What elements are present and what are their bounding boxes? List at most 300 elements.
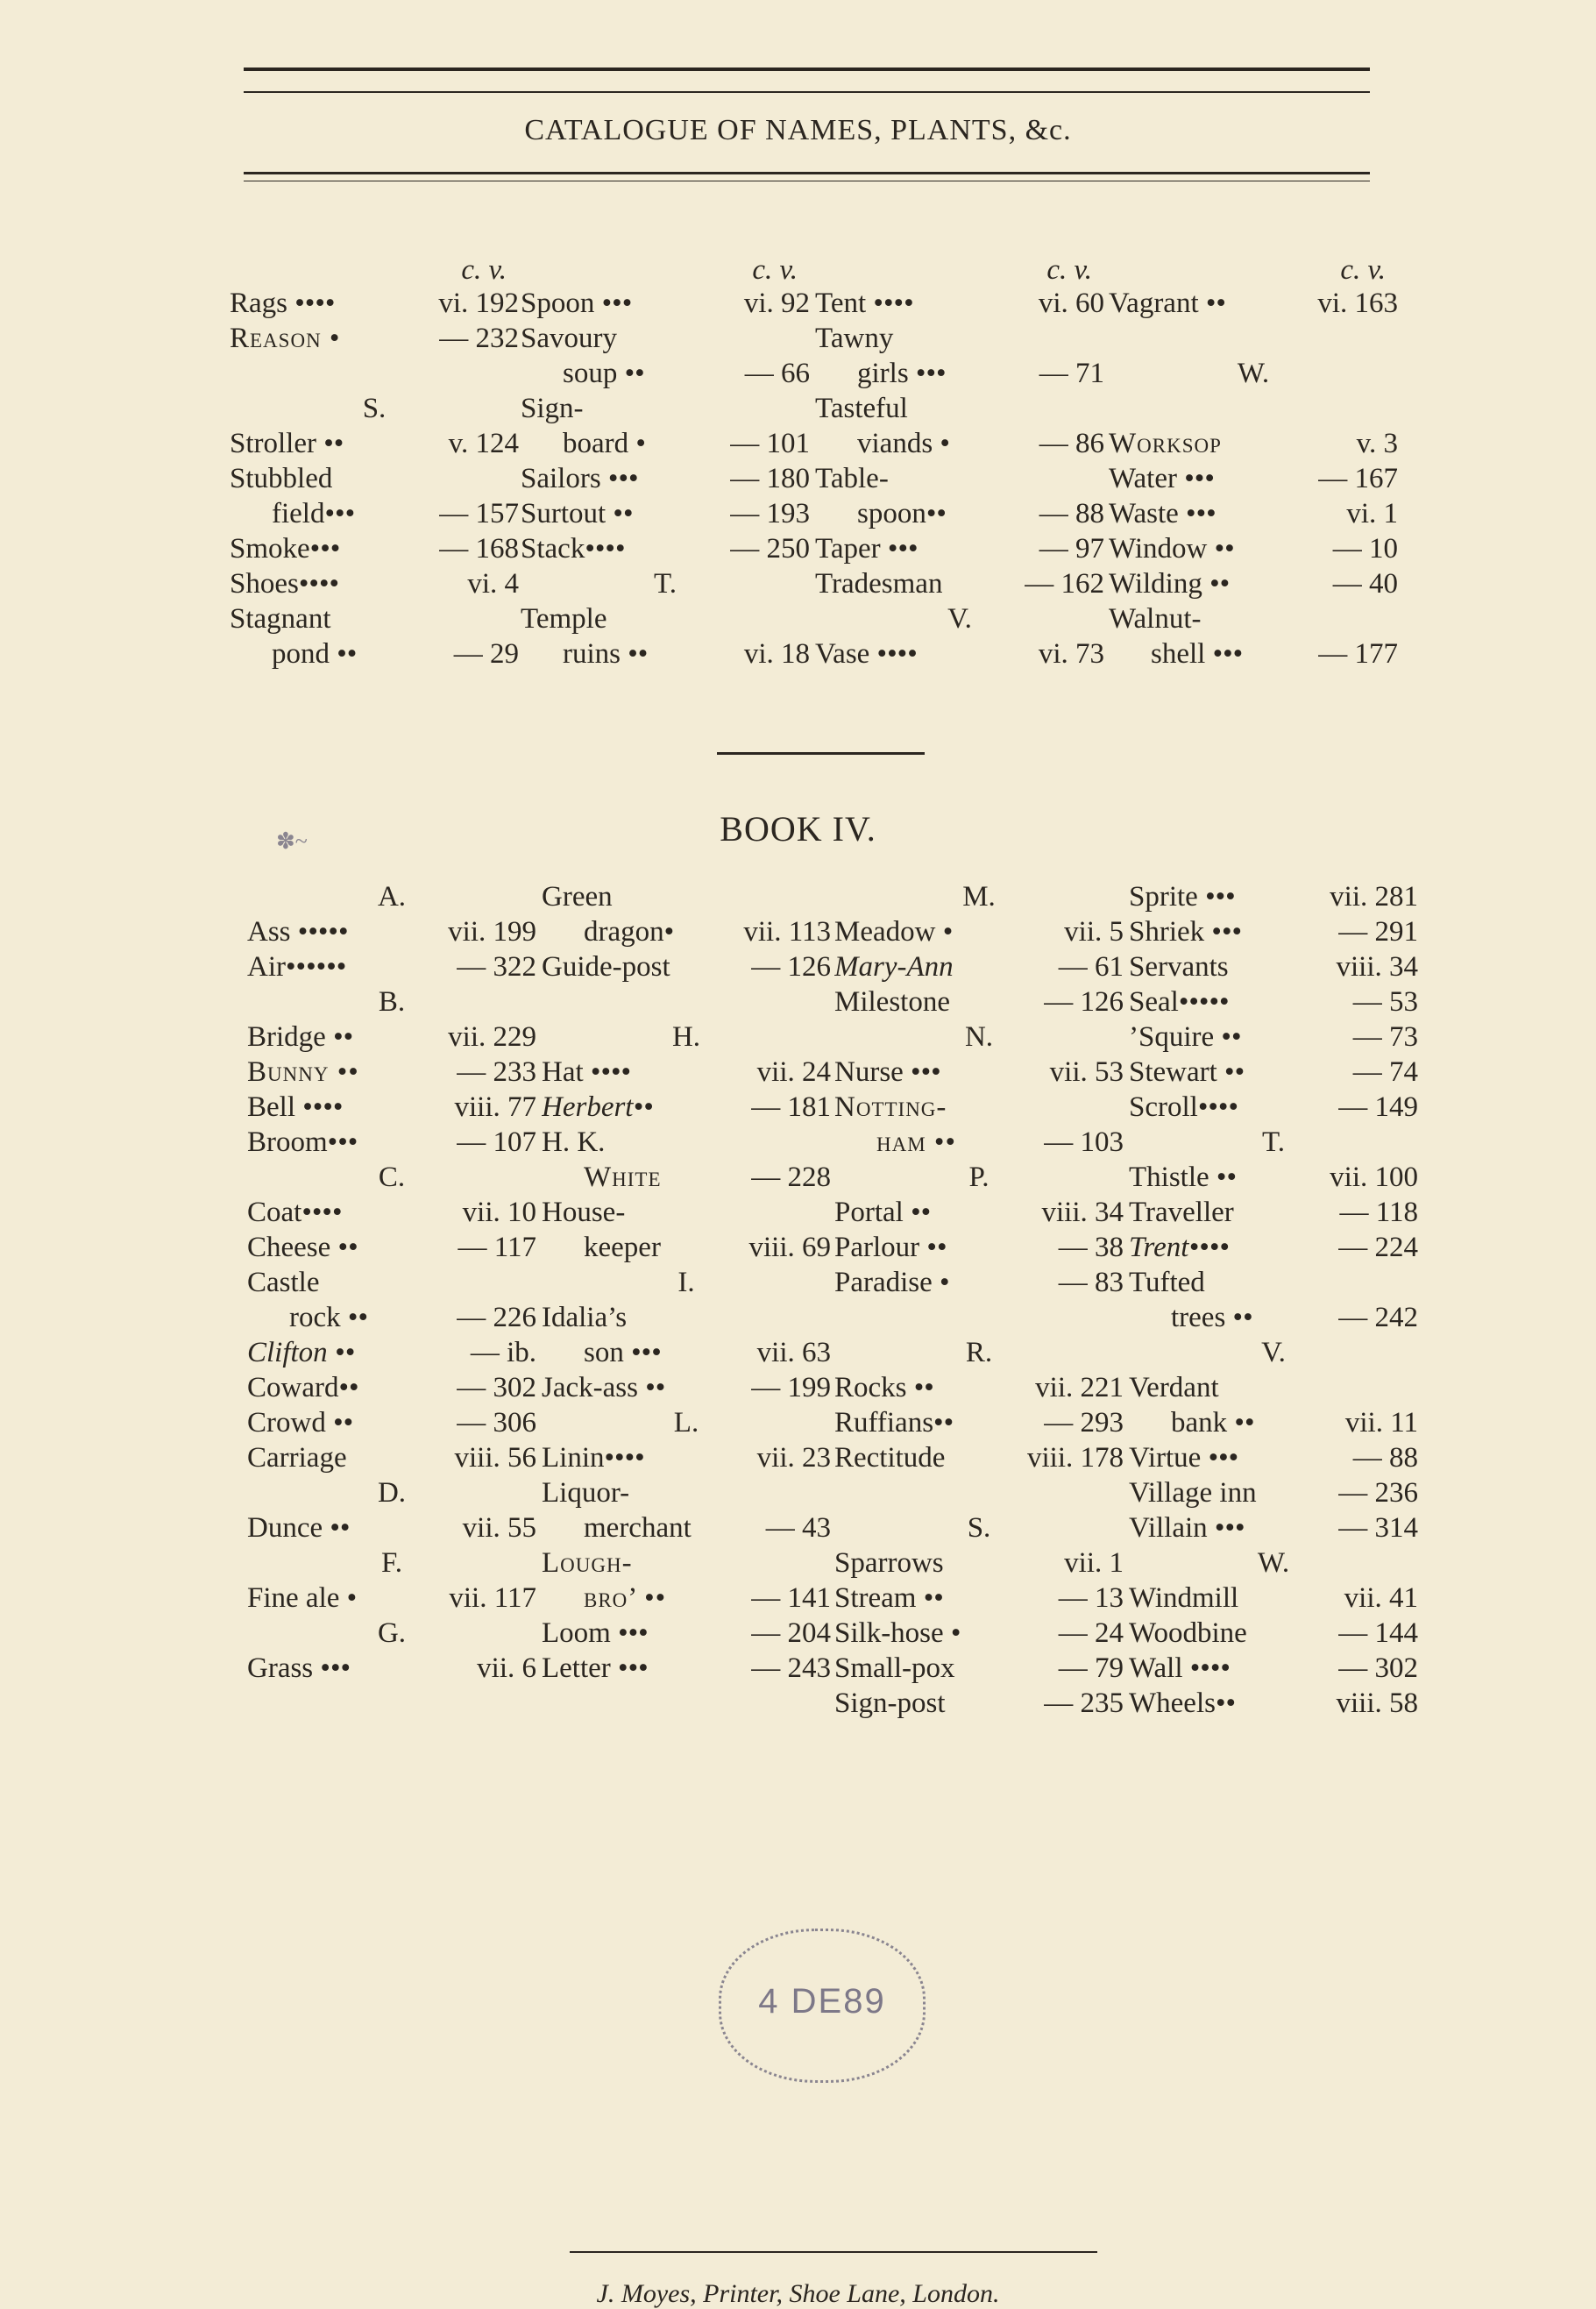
- entry-name: Milestone: [834, 986, 950, 1018]
- entry-name: Air••••••: [247, 951, 347, 983]
- entry-reference: — 24: [1058, 1617, 1124, 1649]
- entry-name: Nurse •••: [834, 1056, 941, 1088]
- entry-name: Tradesman: [815, 568, 943, 600]
- entry-reference: — 97: [1039, 533, 1104, 565]
- catalogue-entry: [1129, 984, 1418, 1020]
- entry-continuation: Castle: [247, 1267, 320, 1298]
- entry-name: ham ••: [876, 1126, 957, 1158]
- column-header: c. v.: [752, 254, 798, 286]
- entry-name: Stewart ••: [1129, 1056, 1245, 1088]
- entry-name: Windmill: [1129, 1582, 1239, 1614]
- entry-reference: — 13: [1058, 1582, 1124, 1614]
- catalogue-entry: [247, 1090, 536, 1125]
- section-letter: D.: [377, 1477, 407, 1509]
- entry-reference: vi. 192: [438, 288, 519, 319]
- entry-continuation: Sign-: [521, 393, 584, 424]
- entry-name: Bell ••••: [247, 1091, 344, 1123]
- book-title: BOOK IV.: [720, 809, 876, 849]
- entry-name: Clifton ••: [247, 1337, 356, 1368]
- catalogue-entry: [230, 286, 519, 321]
- section-letter: C.: [378, 1162, 406, 1193]
- catalogue-entry: [1129, 1440, 1418, 1475]
- entry-name: Herbert••: [542, 1091, 654, 1123]
- catalogue-entry: [815, 356, 1104, 391]
- entry-name: Broom•••: [247, 1126, 358, 1158]
- entry-name: Letter •••: [542, 1652, 649, 1684]
- entry-name: board •: [563, 428, 646, 459]
- entry-name: Jack-ass ••: [542, 1372, 666, 1403]
- entry-name: Parlour ••: [834, 1232, 947, 1263]
- entry-name: Portal ••: [834, 1197, 932, 1228]
- entry-reference: viii. 34: [1336, 951, 1418, 983]
- entry-name: trees ••: [1171, 1302, 1253, 1333]
- entry-reference: — 29: [453, 638, 519, 670]
- entry-reference: vii. 53: [1049, 1056, 1124, 1088]
- entry-name: Waste •••: [1109, 498, 1217, 529]
- book-column-3: [834, 879, 1124, 1721]
- entry-name: ’Squire ••: [1129, 1021, 1242, 1053]
- entry-name: shell •••: [1151, 638, 1244, 670]
- entry-name: Ruffians••: [834, 1407, 954, 1439]
- section-letter: V.: [1261, 1337, 1286, 1368]
- catalogue-entry: [815, 496, 1104, 531]
- book-column-4: [1129, 879, 1418, 1721]
- section-letter: G.: [377, 1617, 407, 1649]
- entry-reference: — 61: [1058, 951, 1124, 983]
- catalogue-entry: [1129, 1510, 1418, 1545]
- entry-reference: vii. 199: [448, 916, 536, 948]
- catalogue-entry: [815, 566, 1104, 601]
- entry-reference: vii. 23: [756, 1442, 831, 1474]
- catalogue-entry: [521, 286, 810, 321]
- catalogue-entry: [230, 426, 519, 461]
- catalogue-entry: [230, 321, 519, 356]
- catalogue-entry: [834, 1440, 1124, 1475]
- catalogue-entry: [542, 1370, 831, 1405]
- catalogue-entry: [230, 496, 519, 531]
- entry-continuation: H. K.: [542, 1126, 606, 1158]
- entry-reference: vii. 1: [1064, 1547, 1124, 1579]
- catalogue-entry: [542, 1510, 831, 1545]
- entry-reference: — 181: [751, 1091, 831, 1123]
- entry-name: Bunny ••: [247, 1056, 359, 1088]
- entry-reference: — 243: [751, 1652, 831, 1684]
- catalogue-entry: [1109, 286, 1398, 321]
- entry-name: Water •••: [1109, 463, 1215, 494]
- catalogue-entry: [815, 636, 1104, 671]
- printer-imprint: J. Moyes, Printer, Shoe Lane, London.: [596, 2279, 1000, 2308]
- entry-name: Traveller: [1129, 1197, 1234, 1228]
- entry-name: Scroll••••: [1129, 1091, 1239, 1123]
- blank-line: [1109, 391, 1398, 426]
- entry-reference: — 53: [1352, 986, 1418, 1018]
- catalogue-entry: [1129, 879, 1418, 914]
- catalogue-entry: [521, 426, 810, 461]
- entry-reference: — 236: [1338, 1477, 1418, 1509]
- entry-reference: — 167: [1318, 463, 1398, 494]
- entry-reference: — 226: [457, 1302, 536, 1333]
- catalogue-entry: [247, 1020, 536, 1055]
- catalogue-entry: [542, 1335, 831, 1370]
- catalogue-entry: [247, 1440, 536, 1475]
- entry-reference: vii. 6: [477, 1652, 536, 1684]
- entry-name: bank ••: [1171, 1407, 1255, 1439]
- entry-name: Guide-post: [542, 951, 670, 983]
- catalogue-entry: [542, 1055, 831, 1090]
- entry-name: White: [584, 1162, 662, 1193]
- catalogue-entry: [542, 1440, 831, 1475]
- entry-reference: — 10: [1332, 533, 1398, 565]
- entry-reference: — 118: [1339, 1197, 1418, 1228]
- entry-name: keeper: [584, 1232, 661, 1263]
- entry-reference: viii. 178: [1026, 1442, 1124, 1474]
- column-header: c. v.: [461, 254, 507, 286]
- entry-name: Coward••: [247, 1372, 359, 1403]
- entry-reference: — 83: [1058, 1267, 1124, 1298]
- catalogue-entry: [834, 1055, 1124, 1090]
- entry-reference: — 88: [1352, 1442, 1418, 1474]
- entry-name: Trent••••: [1129, 1232, 1230, 1263]
- entry-continuation: Notting-: [834, 1091, 947, 1123]
- catalogue-entry: [1129, 1230, 1418, 1265]
- entry-reference: — 177: [1318, 638, 1398, 670]
- catalogue-entry: [834, 1686, 1124, 1721]
- entry-reference: vii. 10: [462, 1197, 536, 1228]
- catalogue-entry: [834, 1581, 1124, 1616]
- entry-reference: — 233: [457, 1056, 536, 1088]
- entry-name: Ass •••••: [247, 916, 349, 948]
- entry-reference: — 79: [1058, 1652, 1124, 1684]
- running-title: CATALOGUE OF NAMES, PLANTS, &c.: [524, 114, 1072, 146]
- entry-reference: — 314: [1338, 1512, 1418, 1544]
- entry-reference: viii. 58: [1336, 1687, 1418, 1719]
- entry-name: Wheels••: [1129, 1687, 1237, 1719]
- footer-rule: [570, 2251, 1097, 2253]
- entry-reference: — 107: [457, 1126, 536, 1158]
- catalogue-entry: [815, 531, 1104, 566]
- section-letter: H.: [671, 1021, 701, 1053]
- top-column-2: [521, 254, 810, 671]
- catalogue-entry: [230, 636, 519, 671]
- title-rule-thick: [244, 172, 1370, 174]
- blank-line: [230, 356, 519, 391]
- entry-reference: — ib.: [470, 1337, 536, 1368]
- entry-reference: — 306: [457, 1407, 536, 1439]
- entry-name: dragon•: [584, 916, 675, 948]
- entry-reference: — 302: [457, 1372, 536, 1403]
- catalogue-entry: [1129, 1651, 1418, 1686]
- section-divider: [717, 752, 925, 755]
- entry-reference: — 149: [1338, 1091, 1418, 1123]
- catalogue-entry: [247, 1581, 536, 1616]
- entry-continuation: Tawny: [815, 323, 894, 354]
- catalogue-entry: [834, 1370, 1124, 1405]
- entry-name: Carriage: [247, 1442, 347, 1474]
- entry-continuation: Green: [542, 881, 613, 913]
- entry-name: Grass •••: [247, 1652, 351, 1684]
- entry-continuation: Table-: [815, 463, 889, 494]
- entry-reference: — 103: [1044, 1126, 1124, 1158]
- section-letter: T.: [654, 568, 677, 600]
- entry-reference: — 126: [1044, 986, 1124, 1018]
- catalogue-entry: [247, 1405, 536, 1440]
- entry-reference: vi. 73: [1038, 638, 1104, 670]
- entry-name: ruins ••: [563, 638, 649, 670]
- catalogue-entry: [1109, 636, 1398, 671]
- catalogue-entry: [521, 461, 810, 496]
- catalogue-entry: [1129, 1020, 1418, 1055]
- catalogue-entry: [834, 1616, 1124, 1651]
- entry-name: Taper •••: [815, 533, 919, 565]
- entry-name: Cheese ••: [247, 1232, 358, 1263]
- catalogue-entry: [1129, 1686, 1418, 1721]
- entry-reference: — 144: [1338, 1617, 1418, 1649]
- section-letter: V.: [947, 603, 972, 635]
- section-letter: L.: [673, 1407, 699, 1439]
- entry-reference: vi. 60: [1038, 288, 1104, 319]
- entry-reference: vii. 5: [1064, 916, 1124, 948]
- entry-reference: — 204: [751, 1617, 831, 1649]
- entry-name: Worksop: [1109, 428, 1222, 459]
- entry-reference: — 126: [751, 951, 831, 983]
- catalogue-entry: [834, 1230, 1124, 1265]
- entry-name: Reason •: [230, 323, 341, 354]
- entry-name: Hat ••••: [542, 1056, 632, 1088]
- catalogue-entry: [1129, 1160, 1418, 1195]
- top-column-3: [815, 254, 1104, 671]
- book-column-2: [542, 879, 831, 1686]
- entry-continuation: House-: [542, 1197, 626, 1228]
- catalogue-entry: [834, 1195, 1124, 1230]
- section-letter: M.: [962, 881, 996, 913]
- entry-reference: — 43: [765, 1512, 831, 1544]
- entry-reference: — 74: [1352, 1056, 1418, 1088]
- entry-reference: — 168: [439, 533, 519, 565]
- catalogue-entry: [542, 949, 831, 984]
- entry-name: Silk-hose •: [834, 1617, 961, 1649]
- entry-name: bro’ ••: [584, 1582, 667, 1614]
- entry-name: viands •: [857, 428, 950, 459]
- entry-reference: — 293: [1044, 1407, 1124, 1439]
- top-rule-thick: [244, 67, 1370, 71]
- catalogue-entry: [1109, 566, 1398, 601]
- entry-reference: vi. 4: [467, 568, 519, 600]
- blank-line: [834, 1475, 1124, 1510]
- catalogue-entry: [1129, 1300, 1418, 1335]
- catalogue-entry: [247, 1125, 536, 1160]
- entry-name: soup ••: [563, 358, 645, 389]
- entry-reference: — 88: [1039, 498, 1104, 529]
- section-letter: W.: [1237, 358, 1270, 389]
- catalogue-entry: [247, 949, 536, 984]
- catalogue-entry: [1129, 1195, 1418, 1230]
- catalogue-entry: [247, 1370, 536, 1405]
- entry-reference: vii. 113: [743, 916, 831, 948]
- entry-reference: — 302: [1338, 1652, 1418, 1684]
- catalogue-entry: [815, 286, 1104, 321]
- entry-name: Villain •••: [1129, 1512, 1245, 1544]
- catalogue-entry: [834, 914, 1124, 949]
- entry-name: Vase ••••: [815, 638, 918, 670]
- entry-name: Fine ale •: [247, 1582, 358, 1614]
- entry-reference: vii. 24: [756, 1056, 831, 1088]
- catalogue-entry: [521, 636, 810, 671]
- top-rule-thin: [244, 91, 1370, 93]
- entry-reference: — 242: [1338, 1302, 1418, 1333]
- catalogue-entry: [834, 984, 1124, 1020]
- entry-name: Linin••••: [542, 1442, 645, 1474]
- top-column-1: [230, 254, 519, 671]
- entry-reference: — 180: [730, 463, 810, 494]
- section-letter: T.: [1262, 1126, 1285, 1158]
- entry-name: Wall ••••: [1129, 1652, 1231, 1684]
- blank-line: [834, 1300, 1124, 1335]
- top-column-4: [1109, 254, 1398, 671]
- catalogue-entry: [230, 531, 519, 566]
- entry-name: Virtue •••: [1129, 1442, 1239, 1474]
- catalogue-entry: [1129, 1475, 1418, 1510]
- entry-name: Mary-Ann: [834, 951, 954, 983]
- entry-name: Smoke•••: [230, 533, 341, 565]
- section-letter: A.: [377, 881, 407, 913]
- entry-name: Seal•••••: [1129, 986, 1230, 1018]
- catalogue-entry: [542, 1160, 831, 1195]
- catalogue-entry: [834, 1651, 1124, 1686]
- entry-reference: — 71: [1039, 358, 1104, 389]
- section-letter: F.: [381, 1547, 402, 1579]
- entry-name: merchant: [584, 1512, 692, 1544]
- entry-reference: — 38: [1058, 1232, 1124, 1263]
- catalogue-entry: [542, 1581, 831, 1616]
- entry-continuation: Lough-: [542, 1547, 633, 1579]
- entry-reference: vii. 281: [1330, 881, 1418, 913]
- catalogue-entry: [230, 566, 519, 601]
- entry-continuation: Stagnant: [230, 603, 331, 635]
- entry-name: Shriek •••: [1129, 916, 1243, 948]
- entry-name: girls •••: [857, 358, 947, 389]
- entry-name: Sign-post: [834, 1687, 946, 1719]
- catalogue-entry: [247, 1510, 536, 1545]
- entry-name: field•••: [272, 498, 356, 529]
- stamp-date: 4 DE89: [758, 1982, 886, 2021]
- entry-reference: vii. 11: [1344, 1407, 1418, 1439]
- entry-reference: vii. 41: [1344, 1582, 1418, 1614]
- entry-reference: — 199: [751, 1372, 831, 1403]
- entry-reference: vii. 229: [448, 1021, 536, 1053]
- entry-name: Village inn: [1129, 1477, 1257, 1509]
- catalogue-entry: [815, 426, 1104, 461]
- entry-name: rock ••: [289, 1302, 368, 1333]
- entry-reference: vii. 55: [462, 1512, 536, 1544]
- entry-continuation: Walnut-: [1109, 603, 1202, 635]
- entry-reference: — 322: [457, 951, 536, 983]
- section-letter: S.: [362, 393, 387, 424]
- catalogue-entry: [834, 1545, 1124, 1581]
- catalogue-entry: [247, 914, 536, 949]
- entry-reference: vi. 18: [743, 638, 810, 670]
- entry-reference: — 101: [730, 428, 810, 459]
- entry-reference: vii. 100: [1330, 1162, 1418, 1193]
- entry-reference: — 162: [1025, 568, 1104, 600]
- entry-name: Tent ••••: [815, 288, 914, 319]
- catalogue-entry: [521, 496, 810, 531]
- section-letter: I.: [677, 1267, 695, 1298]
- section-letter: W.: [1257, 1547, 1290, 1579]
- entry-name: Rags ••••: [230, 288, 336, 319]
- entry-reference: — 40: [1332, 568, 1398, 600]
- section-letter: B.: [378, 986, 406, 1018]
- entry-reference: vii. 221: [1035, 1372, 1124, 1403]
- book-column-1: [247, 879, 536, 1686]
- entry-name: Window ••: [1109, 533, 1235, 565]
- entry-reference: viii. 56: [454, 1442, 536, 1474]
- entry-name: Stream ••: [834, 1582, 944, 1614]
- entry-continuation: Liquor-: [542, 1477, 630, 1509]
- entry-reference: v. 3: [1356, 428, 1398, 459]
- catalogue-entry: [247, 1300, 536, 1335]
- entry-continuation: Tasteful: [815, 393, 908, 424]
- entry-name: Sailors •••: [521, 463, 639, 494]
- entry-name: spoon••: [857, 498, 947, 529]
- entry-name: Rectitude: [834, 1442, 946, 1474]
- entry-continuation: Idalia’s: [542, 1302, 628, 1333]
- entry-name: Wilding ••: [1109, 568, 1231, 600]
- catalogue-entry: [1129, 1581, 1418, 1616]
- catalogue-entry: [542, 1230, 831, 1265]
- section-letter: S.: [967, 1512, 991, 1544]
- entry-reference: vii. 117: [449, 1582, 536, 1614]
- entry-reference: vi. 1: [1346, 498, 1398, 529]
- entry-name: Meadow •: [834, 916, 954, 948]
- entry-name: Bridge ••: [247, 1021, 354, 1053]
- entry-reference: v. 124: [448, 428, 519, 459]
- column-header: c. v.: [1340, 254, 1386, 286]
- section-letter: N.: [964, 1021, 994, 1053]
- entry-reference: — 291: [1338, 916, 1418, 948]
- catalogue-entry: [1109, 461, 1398, 496]
- entry-reference: — 235: [1044, 1687, 1124, 1719]
- entry-reference: — 193: [730, 498, 810, 529]
- entry-continuation: Stubbled: [230, 463, 333, 494]
- entry-reference: — 232: [439, 323, 519, 354]
- entry-reference: — 250: [730, 533, 810, 565]
- catalogue-entry: [834, 1265, 1124, 1300]
- entry-name: Coat••••: [247, 1197, 343, 1228]
- entry-name: Stack••••: [521, 533, 626, 565]
- entry-name: son •••: [584, 1337, 662, 1368]
- catalogue-entry: [542, 914, 831, 949]
- entry-name: Rocks ••: [834, 1372, 934, 1403]
- entry-continuation: Tufted: [1129, 1267, 1205, 1298]
- entry-name: Sparrows: [834, 1547, 944, 1579]
- entry-name: Loom •••: [542, 1617, 649, 1649]
- entry-reference: vii. 63: [756, 1337, 831, 1368]
- column-header: c. v.: [1046, 254, 1092, 286]
- catalogue-entry: [834, 1125, 1124, 1160]
- entry-name: Crowd ••: [247, 1407, 354, 1439]
- entry-name: pond ••: [272, 638, 358, 670]
- catalogue-entry: [834, 949, 1124, 984]
- entry-reference: — 117: [458, 1232, 536, 1263]
- entry-reference: — 141: [751, 1582, 831, 1614]
- catalogue-entry: [1109, 531, 1398, 566]
- entry-name: Dunce ••: [247, 1512, 351, 1544]
- catalogue-entry: [247, 1055, 536, 1090]
- entry-name: Surtout ••: [521, 498, 634, 529]
- catalogue-entry: [247, 1230, 536, 1265]
- entry-reference: viii. 34: [1041, 1197, 1124, 1228]
- entry-continuation: Verdant: [1129, 1372, 1219, 1403]
